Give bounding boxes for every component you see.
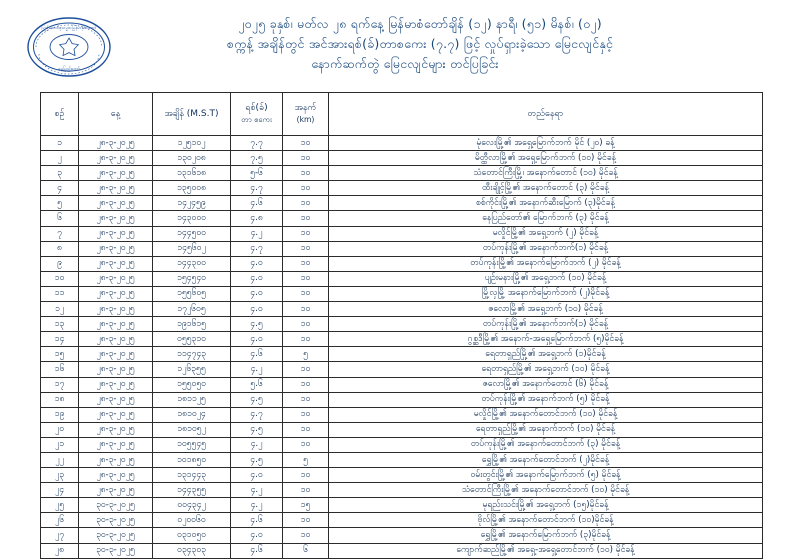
cell-magnitude: ၄.၆ <box>231 513 283 528</box>
table-row <box>41 392 763 407</box>
earthquake-table <box>40 92 763 559</box>
col-header-no-label: စဉ် <box>54 108 65 119</box>
cell-no: ၂၈ <box>41 543 79 558</box>
cell-time: ၁၄၅၆၀၂ <box>153 241 231 256</box>
cell-time: ၀၃၁၀၅၀ <box>153 528 231 543</box>
cell-magnitude: ၄.၆ <box>231 543 283 558</box>
cell-date: ၂၈-၃-၂၀၂၅ <box>79 483 153 498</box>
cell-depth: ၁၀ <box>283 468 329 483</box>
cell-date: ၂၈-၃-၂၀၂၅ <box>79 422 153 437</box>
cell-time: ၁၇၂၆၀၅ <box>153 302 231 317</box>
cell-depth: ၁၀ <box>283 513 329 528</box>
cell-magnitude: ၄.၅ <box>231 317 283 332</box>
cell-time: ၁၃၁၄၄၃ <box>153 468 231 483</box>
cell-date: ၃၀-၃-၂၀၂၅ <box>79 513 153 528</box>
cell-no: ၂၅ <box>41 498 79 513</box>
cell-magnitude: ၄.၂ <box>231 226 283 241</box>
cell-date: ၂၈-၃-၂၀၂၅ <box>79 452 153 467</box>
table-row <box>41 468 763 483</box>
cell-depth: ၅ <box>283 452 329 467</box>
cell-no: ၂ <box>41 151 79 166</box>
cell-time: ၁၄၄၅၀၀ <box>153 226 231 241</box>
cell-no: ၂၂ <box>41 452 79 467</box>
cell-depth: ၁၀ <box>283 181 329 196</box>
cell-time: ၁၈၁၁၂၅ <box>153 392 231 407</box>
cell-depth: ၁၀ <box>283 422 329 437</box>
cell-date: ၂၈-၃-၂၀၂၅ <box>79 271 153 286</box>
table-row <box>41 211 763 226</box>
cell-no: ၁၉ <box>41 407 79 422</box>
cell-magnitude: ၅-၆ <box>231 166 283 181</box>
cell-date: ၂၈-၃-၂၀၂၅ <box>79 286 153 301</box>
header-line-1: ၂၀၂၅ ခုနှစ်၊ မတ်လ ၂၈ ရက်နေ့ မြန်မာစံတော်ချိန် (၁၂) နာရီ၊ (၅၁) မိနစ်၊ (၀၂) <box>238 16 602 31</box>
cell-no: ၇ <box>41 226 79 241</box>
cell-no: ၂၀ <box>41 422 79 437</box>
cell-date: ၂၈-၃-၂၀၂၅ <box>79 437 153 452</box>
cell-no: ၁၃ <box>41 317 79 332</box>
cell-no: ၅ <box>41 196 79 211</box>
cell-date: ၃၀-၃-၂၀၂၅ <box>79 498 153 513</box>
table-row <box>41 543 763 558</box>
cell-time: ၁၂၅၁၀၂ <box>153 136 231 151</box>
cell-date: ၂၈-၃-၂၀၂၅ <box>79 347 153 362</box>
cell-date: ၂၈-၃-၂၀၂၅ <box>79 377 153 392</box>
cell-no: ၂၆ <box>41 513 79 528</box>
cell-depth: ၁၀ <box>283 256 329 271</box>
cell-time: ၁၅၅၆၀၅ <box>153 286 231 301</box>
cell-date: ၂၈-၃-၂၀၂၅ <box>79 468 153 483</box>
cell-date: ၂၈-၃-၂၀၂၅ <box>79 181 153 196</box>
cell-location: ရွှေမြို့၏ အနောက်တောင်ဘက် (၂)မိုင်ခန့် <box>329 452 763 467</box>
cell-location: ကျောက်ဆည်မြို့၏ အရှေ့-အရှေ့တောင်ဘက် (၁၀) မိုင်ခန့် <box>329 543 763 558</box>
cell-time: ၁၅၅၀၅၀ <box>153 377 231 392</box>
cell-no: ၁၆ <box>41 362 79 377</box>
cell-time: ၁၀၅၅၄၅ <box>153 437 231 452</box>
cell-magnitude: ၄.၇ <box>231 181 283 196</box>
government-seal <box>26 16 112 78</box>
cell-no: ၉ <box>41 256 79 271</box>
cell-location: ထီးချိုင့်မြို့၏ အနောက်တောင် (၃) မိုင်ခန့် <box>329 181 763 196</box>
table-row <box>41 302 763 317</box>
cell-date: ၃၀-၃-၂၀၂၅ <box>79 543 153 558</box>
col-header-magnitude <box>231 93 283 136</box>
cell-time: ၁၄၂၄၅၉ <box>153 196 231 211</box>
cell-no: ၁၁ <box>41 286 79 301</box>
cell-location: တပ်ကုန်းမြို့၏ အနောက်တောင်ဘက် (၃) မိုင်ခန့် <box>329 437 763 452</box>
table-row <box>41 181 763 196</box>
cell-depth: ၁၅ <box>283 498 329 513</box>
table-header-row <box>41 93 763 136</box>
cell-location: တပ်ကုန်းမြို့၏ အနောက်ဘက် (၅) မိုင်ခန့် <box>329 392 763 407</box>
cell-magnitude: ၄.၅ <box>231 392 283 407</box>
table-row <box>41 362 763 377</box>
cell-location: မလှိုင်မြို့၏ အရှေ့ဘက် (၂) မိုင်ခန့် <box>329 226 763 241</box>
cell-time: ၀၃၄၃၀၃ <box>153 543 231 558</box>
cell-date: ၂၈-၃-၂၀၂၅ <box>79 317 153 332</box>
table-row <box>41 528 763 543</box>
cell-depth: ၁၀ <box>283 483 329 498</box>
cell-magnitude: ၄.၇ <box>231 407 283 422</box>
cell-time: ၁၅၄၅၄၀ <box>153 271 231 286</box>
cell-no: ၂၄ <box>41 483 79 498</box>
table-row <box>41 286 763 301</box>
cell-date: ၂၈-၃-၂၀၂၅ <box>79 362 153 377</box>
cell-time: ၁၉၁၆၁၅ <box>153 317 231 332</box>
cell-time: ၀၀၄၃၄၂ <box>153 498 231 513</box>
cell-no: ၁၂ <box>41 302 79 317</box>
cell-no: ၁ <box>41 136 79 151</box>
cell-depth: ၁၀ <box>283 332 329 347</box>
cell-depth: ၁၀ <box>283 528 329 543</box>
cell-time: ၁၃၁၆၁၈ <box>153 166 231 181</box>
cell-date: ၂၈-၃-၂၀၂၅ <box>79 226 153 241</box>
col-header-depth-label: အနက် <box>294 103 317 113</box>
cell-depth: ၁၀ <box>283 211 329 226</box>
cell-location: မိတ္ထီလာမြို့၏ အရှေ့မြောက်ဘက် (၁၀) မိုင်ခန့် <box>329 151 763 166</box>
cell-location: တပ်ကုန်းမြို့၏ အနောက်ဘက်(၁) မိုင်ခန့် <box>329 241 763 256</box>
cell-magnitude: ၄.၇ <box>231 241 283 256</box>
cell-location: မြို့လှမြို့ အနောက်မြောက်ဘက် (၂)မိုင်ခန့် <box>329 286 763 301</box>
cell-time: ၀၂၀၀၆၀ <box>153 513 231 528</box>
table-row <box>41 332 763 347</box>
col-header-no <box>41 93 79 136</box>
cell-magnitude: ၄.၀ <box>231 468 283 483</box>
cell-depth: ၁၀ <box>283 136 329 151</box>
table-row <box>41 196 763 211</box>
cell-depth: ၁၀ <box>283 377 329 392</box>
cell-time: ၀၅၅၃၁၀ <box>153 332 231 347</box>
table-row <box>41 437 763 452</box>
cell-location: တပ်ကုန်းမြို့၏ အနောက်မြောက်ဘက် (၂) မိုင်ခန့် <box>329 256 763 271</box>
cell-depth: ၁၀ <box>283 302 329 317</box>
cell-location: ရေတာရှည်မြို့၏ အရှေ့ဘက် (၁)မိုင်ခန့် <box>329 347 763 362</box>
cell-no: ၆ <box>41 211 79 226</box>
col-header-location-label: တည်နေရာ <box>527 108 564 119</box>
document-header <box>0 0 800 74</box>
table-row <box>41 422 763 437</box>
cell-location: မလှိုင်မြို့၏ အနောက်တောင်ဘက် (၁၀) မိုင်ခန့် <box>329 407 763 422</box>
cell-magnitude: ၄.၅ <box>231 452 283 467</box>
cell-date: ၂၈-၃-၂၀၂၅ <box>79 196 153 211</box>
table-row <box>41 347 763 362</box>
cell-location: ရေတာရှည်မြို့၏ အနောက်ဘက် (၁၀) မိုင်ခန့် <box>329 422 763 437</box>
col-header-location <box>329 93 763 136</box>
cell-depth: ၁၀ <box>283 271 329 286</box>
cell-date: ၂၈-၃-၂၀၂၅ <box>79 136 153 151</box>
cell-no: ၁၅ <box>41 347 79 362</box>
cell-depth: ၁၀ <box>283 407 329 422</box>
header-line-2: စက္ကန့် အချိန်တွင် အင်အားရစ်(ခ်)တာစကေး (၇.၇) ဖြင့် လှုပ်ရှားခဲ့သော မြေငလျင်နှင့် <box>226 36 614 51</box>
svg-text:နေပြည်တော်: နေပြည်တော် <box>58 67 80 72</box>
table-row <box>41 407 763 422</box>
cell-no: ၁၄ <box>41 332 79 347</box>
table-row <box>41 151 763 166</box>
cell-time: ၁၈၁၀၅၂ <box>153 422 231 437</box>
cell-location: မုရည်းသင်းမြို့၏ အရှေ့ဘက် (၁၅)မိုင်ခန့် <box>329 498 763 513</box>
cell-no: ၁၀ <box>41 271 79 286</box>
cell-date: ၂၈-၃-၂၀၂၅ <box>79 151 153 166</box>
cell-time: ၁၂၆၃၅၅ <box>153 362 231 377</box>
cell-location: စစ်ကိုင်းမြို့၏ အနောက်ဆီးမြောက် (၃)မိုင်ခန့် <box>329 196 763 211</box>
cell-location: မုံလေးမြို့၏ အရှေ့မြောက်ဘက် မိုင် (၂၀) ခန့် <box>329 136 763 151</box>
cell-location: ပျဉ်းမနားမြို့၏ အရှေ့ဘက် (၁၀) မိုင်ခန့် <box>329 271 763 286</box>
col-header-date-label: နေ့ <box>110 108 121 119</box>
col-header-time-label: အချိန် (M.S.T) <box>164 108 219 119</box>
cell-no: ၁၇ <box>41 377 79 392</box>
cell-date: ၂၈-၃-၂၀၂၅ <box>79 302 153 317</box>
cell-depth: ၁၀ <box>283 166 329 181</box>
cell-depth: ၁၀ <box>283 226 329 241</box>
cell-magnitude: ၅.၆ <box>231 377 283 392</box>
cell-depth: ၁၀ <box>283 362 329 377</box>
table-row <box>41 377 763 392</box>
cell-time: ၁၃၅၀၀၈ <box>153 181 231 196</box>
cell-magnitude: ၄.၀ <box>231 528 283 543</box>
cell-no: ၄ <box>41 181 79 196</box>
cell-location: သံတောင်ကြီးမြို့၏ အနောက်တောင်ဘက် (၁၀) မိုင်ခန့် <box>329 483 763 498</box>
cell-magnitude: ၄.၆ <box>231 196 283 211</box>
table-row <box>41 166 763 181</box>
cell-time: ၁၈၁၀၂၄ <box>153 407 231 422</box>
table-row <box>41 136 763 151</box>
cell-depth: ၆ <box>283 543 329 558</box>
cell-magnitude: ၇.၇ <box>231 136 283 151</box>
cell-time: ၁၄၃၀၀၀ <box>153 211 231 226</box>
cell-date: ၂၈-၃-၂၀၂၅ <box>79 241 153 256</box>
cell-no: ၃ <box>41 166 79 181</box>
cell-time: ၁၀၁၈၅၀ <box>153 452 231 467</box>
cell-location: ဇလောမြို့၏ အနောက်တောင် (၆) မိုင်ခန့် <box>329 377 763 392</box>
earthquake-table-wrapper <box>40 92 762 559</box>
col-header-depth <box>283 93 329 136</box>
col-header-time <box>153 93 231 136</box>
col-header-depth-sub: (km) <box>296 115 315 124</box>
cell-depth: ၅ <box>283 347 329 362</box>
cell-depth: ၁၀ <box>283 317 329 332</box>
cell-depth: ၁၀ <box>283 392 329 407</box>
cell-magnitude: ၄.၂ <box>231 483 283 498</box>
col-header-date <box>79 93 153 136</box>
cell-magnitude: ၇.၅ <box>231 151 283 166</box>
cell-location: ဗိုလ်မြို့၏ အနောက်တောင်ဘက် (၁၀)မိုင်ခန့် <box>329 513 763 528</box>
cell-time: ၁၃၀၂၀၈ <box>153 151 231 166</box>
cell-time: ၁၄၄၃၅၅ <box>153 483 231 498</box>
cell-depth: ၁၀ <box>283 437 329 452</box>
table-row <box>41 226 763 241</box>
cell-magnitude: ၄.၈ <box>231 211 283 226</box>
table-row <box>41 256 763 271</box>
cell-magnitude: ၄.၂ <box>231 437 283 452</box>
cell-depth: ၁၀ <box>283 196 329 211</box>
cell-date: ၂၈-၃-၂၀၂၅ <box>79 332 153 347</box>
cell-no: ၈ <box>41 241 79 256</box>
cell-magnitude: ၄.၂ <box>231 498 283 513</box>
col-header-magnitude-label: ရစ်(ခ်) <box>245 103 268 113</box>
cell-location: ဝမ်းတွင်းမြို့၏ အနောက်မြောက်ဘက် (၅) မိုင်ခန့် <box>329 468 763 483</box>
table-row <box>41 483 763 498</box>
cell-location: ရေတာရှည်မြို့၏ အရှေ့ဘက် (၁၀) မိုင်ခန့် <box>329 362 763 377</box>
cell-date: ၂၈-၃-၂၀၂၅ <box>79 166 153 181</box>
cell-magnitude: ၄.၂ <box>231 362 283 377</box>
cell-magnitude: ၄.၅ <box>231 422 283 437</box>
cell-magnitude: ၄.၀ <box>231 286 283 301</box>
table-row <box>41 271 763 286</box>
cell-depth: ၁၀ <box>283 151 329 166</box>
cell-location: ဇလောမြို့၏ အရှေ့ဘက် (၁၀) မိုင်ခန့် <box>329 302 763 317</box>
cell-magnitude: ၄.၀ <box>231 271 283 286</box>
table-row <box>41 317 763 332</box>
cell-location: တပ်ကုန်းမြို့၏ အနောက်ဘက်(၁) မိုင်ခန့် <box>329 317 763 332</box>
svg-text:ပြည်ထောင်စုသမ္မတမြန်မာနိုင်ငံတ: ပြည်ထောင်စုသမ္မတမြန်မာနိုင်ငံတော် <box>41 25 97 30</box>
cell-depth: ၁၀ <box>283 241 329 256</box>
cell-magnitude: ၄.၀ <box>231 256 283 271</box>
cell-location: ဂွစ္ဆဒီမြို့၏ အနောက်-အရှေ့မြောက်ဘက် (၅)မိုင်ခန့် <box>329 332 763 347</box>
cell-magnitude: ၄.၆ <box>231 347 283 362</box>
cell-depth: ၁၀ <box>283 286 329 301</box>
col-header-magnitude-sub: တာ စကေး <box>241 115 272 124</box>
table-row <box>41 498 763 513</box>
cell-magnitude: ၄.၀ <box>231 332 283 347</box>
cell-no: ၂၇ <box>41 528 79 543</box>
table-row <box>41 241 763 256</box>
cell-time: ၁၄၄၃၀၀ <box>153 256 231 271</box>
table-row <box>41 513 763 528</box>
cell-date: ၃၀-၃-၂၀၂၅ <box>79 528 153 543</box>
cell-no: ၁၈ <box>41 392 79 407</box>
cell-magnitude: ၄.၀ <box>231 302 283 317</box>
cell-date: ၂၈-၃-၂၀၂၅ <box>79 256 153 271</box>
header-line-3: နောက်ဆက်တွဲ မြေငလျင်များ တင်ပြခြင်း <box>311 56 499 71</box>
cell-no: ၂၃ <box>41 468 79 483</box>
cell-date: ၂၈-၃-၂၀၂၅ <box>79 392 153 407</box>
cell-no: ၂၁ <box>41 437 79 452</box>
cell-location: နေပြည်တော်၏ မြောက်ဘက် (၃) မိုင်ခန့် <box>329 211 763 226</box>
cell-time: ၁၁၄၇၄၃ <box>153 347 231 362</box>
table-body <box>41 136 763 559</box>
cell-location: ရွှေမြို့၏ အနောက်မြောက်ဘက် (၃)မိုင်ခန့် <box>329 528 763 543</box>
cell-date: ၂၈-၃-၂၀၂၅ <box>79 211 153 226</box>
cell-location: သံတောင်ကြီးမြို့၊ အနောက်တောင် (၁၀) မိုင်ခန့် <box>329 166 763 181</box>
table-row <box>41 452 763 467</box>
cell-date: ၂၈-၃-၂၀၂၅ <box>79 407 153 422</box>
